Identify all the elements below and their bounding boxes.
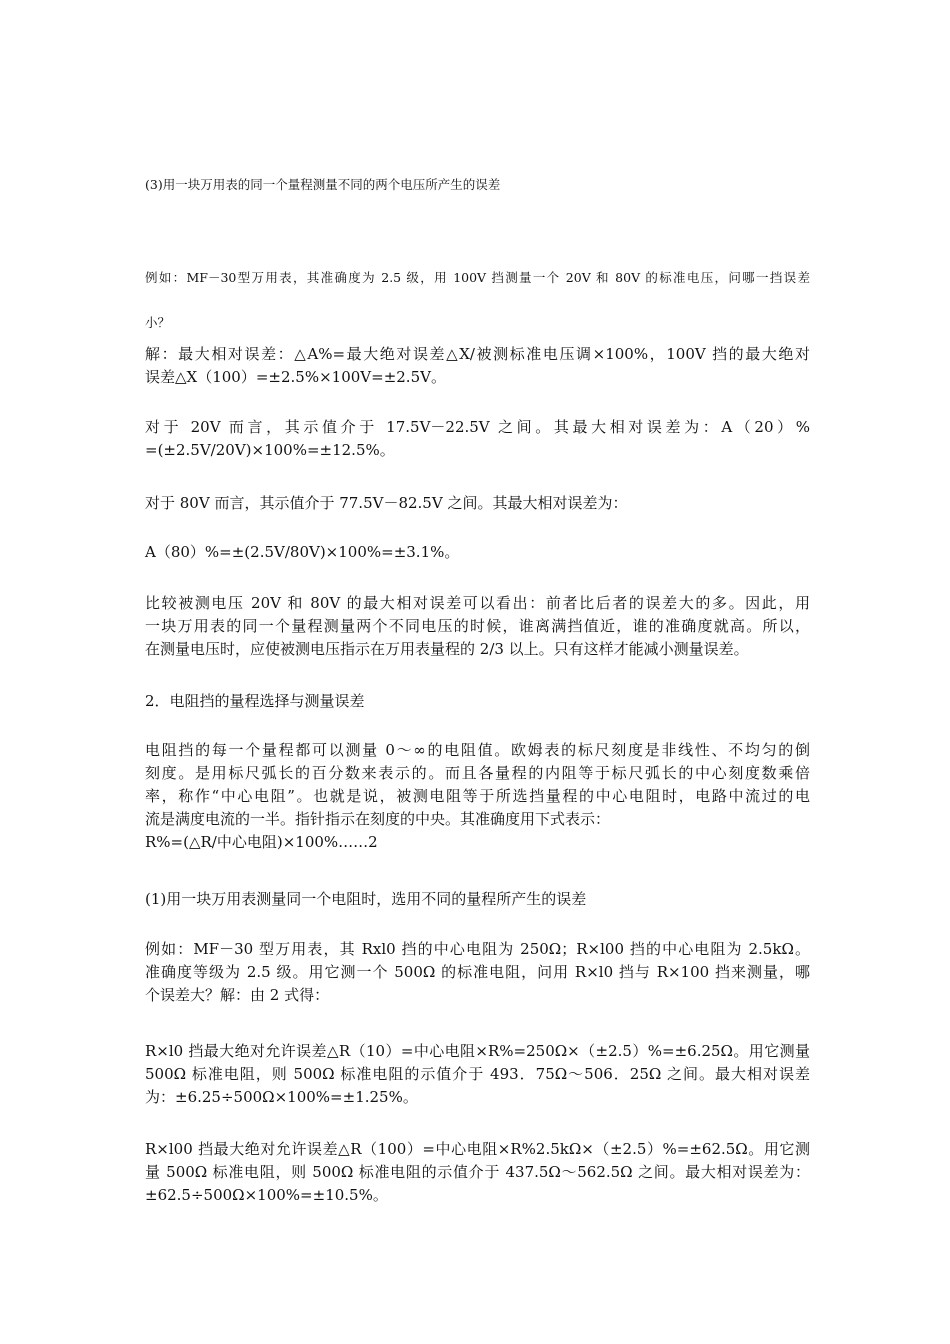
text-line: 率，称作“中心电阻”。也就是说，被测电阻等于所选挡量程的中心电阻时，电路中流过的电 (145, 787, 810, 805)
example-resistance-paragraph (145, 938, 810, 1007)
text-line: 准确度等级为 2.5 级。用它测一个 500Ω 的标准电阻，问用 R×l0 挡与 R×100 挡来测量，哪 (145, 963, 810, 981)
comparison-paragraph (145, 592, 810, 661)
text-line: 例如：MF－30 型万用表，其 Rxl0 挡的中心电阻为 250Ω；R×l00 挡的中心电阻为 2.5kΩ。 (145, 940, 810, 958)
text-line: 为：±6.25÷500Ω×100%=±1.25%。 (145, 1088, 418, 1106)
rx10-paragraph (145, 1040, 810, 1109)
example-voltage-paragraph (145, 268, 810, 288)
formula-80v: A（80）%=±(2.5V/80V)×100%=±3.1%。 (145, 543, 460, 561)
example-voltage-paragraph-end (145, 313, 810, 333)
subheading-voltage-error: (3)用一块万用表的同一个量程测量不同的两个电压所产生的误差 (145, 177, 501, 192)
text-line: 例如：MF－30型万用表，其准确度为 2.5 级，用 100V 挡测量一个 20V 和 80V 的标准电压，问哪一挡误差 (145, 270, 810, 285)
text-line: 电阻挡的每一个量程都可以测量 0～∞的电阻值。欧姆表的标尺刻度是非线性、不均匀的倒 (145, 741, 810, 759)
text-line: R×l0 挡最大绝对允许误差△R（10）=中心电阻×R%=250Ω×（±2.5）%=±6.25Ω。用它测量 (145, 1042, 810, 1060)
text-line: 误差△X（100）=±2.5%×100V=±2.5V。 (145, 368, 446, 386)
text-line: 在测量电压时，应使被测电压指示在万用表量程的 2/3 以上。只有这样才能减小测量误差。 (145, 640, 749, 658)
section-heading-resistance: 2．电阻挡的量程选择与测量误差 (145, 692, 365, 710)
text-line: ±62.5÷500Ω×100%=±10.5%。 (145, 1186, 388, 1204)
text-line: =(±2.5V/20V)×100%=±12.5%。 (145, 441, 395, 459)
text-line: 对于 20V 而言，其示值介于 17.5V－22.5V 之间。其最大相对误差为：A（20）% (145, 418, 810, 436)
paragraph-20v (145, 416, 810, 462)
text-line: 500Ω 标准电阻，则 500Ω 标准电阻的示值介于 493．75Ω～506．25Ω 之间。最大相对误差 (145, 1065, 810, 1083)
text-line: 流是满度电流的一半。指针指示在刻度的中央。其准确度用下式表示： (145, 810, 611, 828)
text-line: 一块万用表的同一个量程测量两个不同电压的时候，谁离满挡值近，谁的准确度就高。所以， (145, 617, 810, 635)
text-line: 小？ (145, 315, 171, 330)
text-line: R×l00 挡最大绝对允许误差△R（100）=中心电阻×R%2.5kΩ×（±2.5）%=±62.5Ω。用它测 (145, 1140, 810, 1158)
text-line: 刻度。是用标尺弧长的百分数来表示的。而且各量程的内阻等于标尺弧长的中心刻度数乘倍 (145, 764, 810, 782)
subheading-resistance-error: (1)用一块万用表测量同一个电阻时，选用不同的量程所产生的误差 (145, 890, 587, 908)
solution-paragraph (145, 343, 810, 389)
text-line: 比较被测电压 20V 和 80V 的最大相对误差可以看出：前者比后者的误差大的多。因此，用 (145, 594, 810, 612)
text-line: 量 500Ω 标准电阻，则 500Ω 标准电阻的示值介于 437.5Ω～562.5Ω 之间。最大相对误差为： (145, 1163, 810, 1181)
formula-line: R%=(△R/中心电阻)×100%……2 (145, 833, 378, 851)
rx100-paragraph (145, 1138, 810, 1207)
text-line: 解：最大相对误差：△A%=最大绝对误差△X/被测标准电压调×100%，100V 挡的最大绝对 (145, 345, 810, 363)
text-line: 个误差大？解：由 2 式得： (145, 986, 330, 1004)
resistance-paragraph (145, 739, 810, 854)
paragraph-80v: 对于 80V 而言，其示值介于 77.5V－82.5V 之间。其最大相对误差为： (145, 494, 628, 512)
